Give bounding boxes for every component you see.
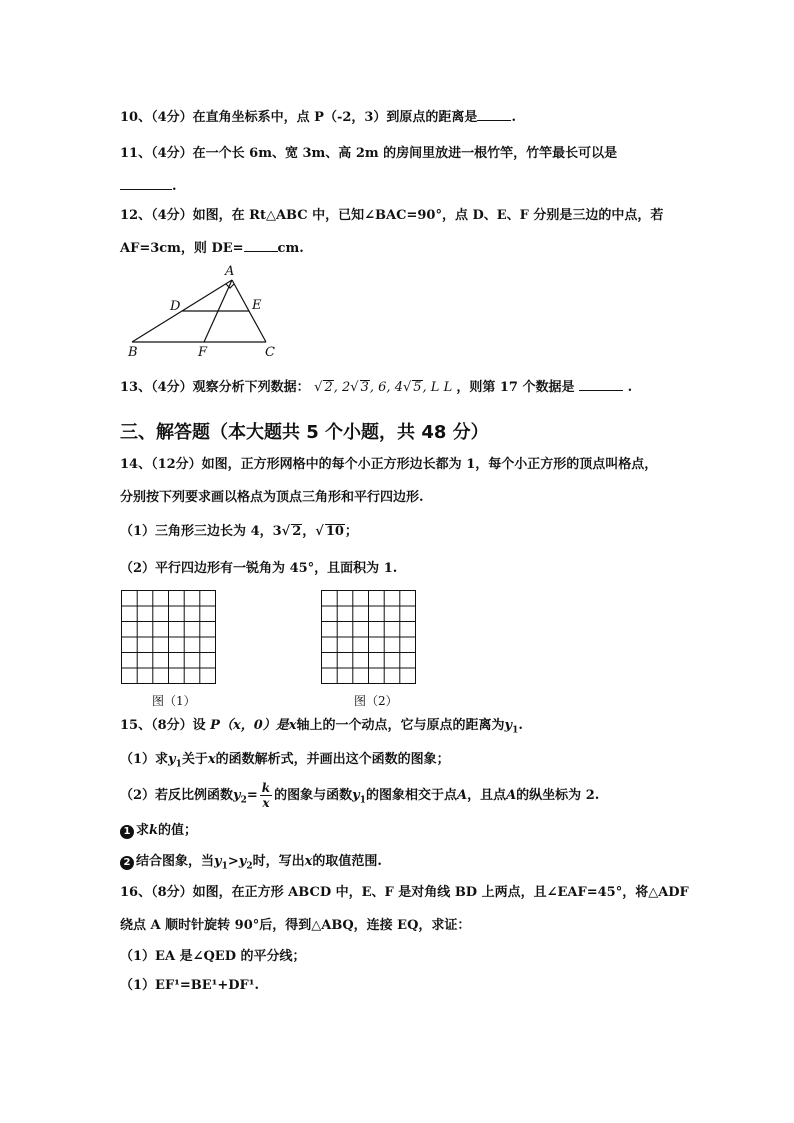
question-16-part1: （1）EA 是∠QED 的平分线； [120, 949, 306, 964]
question-12-line2: AF=3cm，则 DE= cm. [120, 241, 304, 256]
caption-figure-2: 图（2） [354, 694, 398, 708]
question-13: 13、（4分）观察分析下列数据： √ 2, 2√ 3, 6, 4√ 5, L L ，则第 17 个数据是 . [120, 380, 633, 395]
question-15-sub2: 2 结合图象，当$y_1>y_2$时，写出x的取值范围. [120, 853, 382, 876]
question-15-sub1: 1 求k的值； [120, 822, 197, 840]
question-16-part2: （1）EF¹=BE¹+DF¹. [120, 978, 259, 993]
label-d: D [170, 299, 181, 314]
question-15: 15、（8分）设 P（x，0）是x轴上的一个动点，它与原点的距离为$y_1$. [120, 718, 523, 736]
label-e: E [252, 298, 262, 313]
question-14: 14、（12分）如图，正方形网格中的每个小正方形边长都为 1，每个小正方形的顶点叫格点， [120, 457, 658, 472]
question-15-part1: （1）求$y_1$关于x的函数解析式，并画出这个函数的图象； [120, 752, 450, 770]
question-16: 16、（8分）如图，在正方形 ABCD 中，E、F 是对角线 BD 上两点，且∠EAF=45°，将△ADF [120, 885, 689, 900]
label-c: C [265, 345, 275, 360]
question-11-answer: . [120, 177, 177, 196]
question-10: 10、（4分）在直角坐标系中，点 P（-2，3）到原点的距离是 . [120, 110, 516, 125]
question-11: 11、（4分）在一个长 6m、宽 3m、高 2m 的房间里放进一根竹竿，竹竿最长可以是 [120, 146, 618, 161]
section-heading: 三、解答题（本大题共 5 个小题，共 48 分） [120, 422, 489, 443]
question-12: 12、（4分）如图，在 Rt△ABC 中，已知∠BAC=90°，点 D、E、F 分别是三边的中点，若 [120, 208, 664, 223]
question-16-line2: 绕点 A 顺时针旋转 90°后，得到△ABQ，连接 EQ，求证： [120, 918, 471, 933]
grid-figure-1[interactable] [121, 590, 217, 685]
question-15-part2: （2）若反比例函数$y_2=$ $\frac{k}{x}$ 的图象与函数$y_1$的图象相交于点A，且点A的纵坐标为 2. [120, 781, 600, 810]
label-b: B [128, 345, 138, 360]
label-f: F [198, 345, 208, 360]
question-14-line2: 分别按下列要求画以格点为顶点三角形和平行四边形. [120, 490, 424, 505]
answer-blank[interactable] [477, 108, 511, 121]
caption-figure-1: 图（1） [152, 694, 196, 708]
answer-blank[interactable] [579, 378, 623, 391]
grid-figure-2[interactable] [321, 590, 417, 685]
triangle-figure [120, 262, 290, 364]
answer-blank[interactable] [120, 177, 172, 190]
answer-blank[interactable] [244, 239, 278, 252]
label-a: A [225, 264, 235, 279]
question-14-part1: （1）三角形三边长为 4，3√ 2，√ 10； [120, 524, 358, 539]
question-14-part2: （2）平行四边形有一锐角为 45°，且面积为 1. [120, 561, 398, 576]
